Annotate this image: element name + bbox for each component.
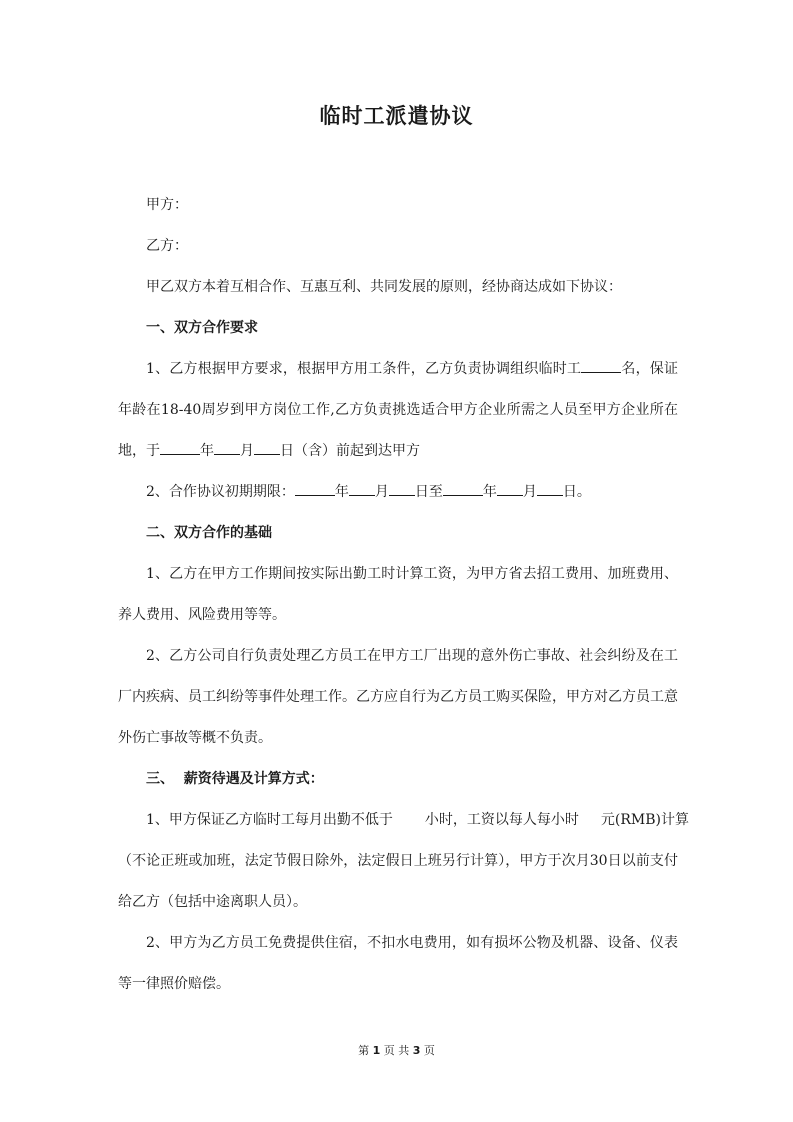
intro-paragraph: 甲乙双方本着互相合作、互惠互利、共同发展的原则，经协商达成如下协议： [146,279,622,295]
blank-start-year [295,481,335,496]
blank-end-month [497,481,523,496]
section1-item2 [118,472,678,513]
section3-item1-line2: （不论正班或加班，法定节假日除外，法定假日上班另行计算），甲方于次月30日以前支付 [118,853,678,869]
footer-page-number: 1 [372,1044,381,1057]
page-footer [0,1042,793,1058]
text-fragment: 地，于 [118,443,160,459]
text-fragment: 元(RMB)计算 [600,812,689,828]
blank-end-day [537,481,563,496]
blank-start-month [349,481,375,496]
text-fragment: 月 [240,443,254,459]
blank-end-year [443,481,483,496]
section3-item1-line1 [118,800,689,841]
section2-item2-line1: 2、乙方公司自行负责处理乙方员工在甲方工厂出现的意外伤亡事故、社会纠纷及在工 [146,648,678,664]
section-heading-2: 二、双方合作的基础 [146,525,272,541]
text-fragment: 年 [482,484,497,500]
text-fragment: 2、合作协议初期期限： [146,484,295,500]
blank-year [160,440,200,455]
footer-suffix: 页 [423,1044,435,1057]
section2-item1-line1: 1、乙方在甲方工作期间按实际出勤工时计算工资，为甲方省去招工费用、加班费用、 [146,566,678,582]
section2-item2-line3: 外伤亡事故等概不负责。 [118,730,272,746]
section1-item1-line3 [118,431,678,472]
text-fragment: 1、甲方保证乙方临时工每月出勤不低于 [146,812,393,828]
document-body [118,185,689,1005]
text-fragment: 日。 [562,484,591,500]
section2-item1-line2: 养人费用、风险费用等等。 [118,607,286,623]
party-a-line: 甲方： [146,197,188,213]
text-fragment: 名，保证 [621,361,679,377]
document-title: 临时工派遣协议 [319,104,474,128]
blank-start-day [389,481,415,496]
party-b-line: 乙方： [146,238,188,254]
text-fragment: 年 [200,443,214,459]
blank-day [254,440,280,455]
section3-item2-line2: 等一律照价赔偿。 [118,976,230,992]
section3-item1-line3: 给乙方（包括中途离职人员）。 [118,894,307,910]
section3-item2-line1: 2、甲方为乙方员工免费提供住宿，不扣水电费用，如有损坏公物及机器、设备、仪表 [146,935,678,951]
text-fragment: 小时，工资以每人每小时 [424,812,579,828]
blank-worker-count [581,358,621,373]
text-fragment: 月 [522,484,537,500]
text-fragment: 年 [334,484,349,500]
footer-total-pages: 3 [412,1044,421,1057]
footer-prefix: 第 [358,1044,370,1057]
section-heading-3: 三、 薪资待遇及计算方式： [146,771,324,787]
section1-item1-line2: 年龄在18-40周岁到甲方岗位工作,乙方负责挑选适合甲方企业所需之人员至甲方企业所在 [118,402,678,418]
text-fragment: 1、乙方根据甲方要求，根据甲方用工条件，乙方负责协调组织临时工 [146,361,582,377]
text-fragment: 日（含）前起到达甲方 [280,443,420,459]
blank-month [214,440,240,455]
section-heading-1: 一、双方合作要求 [146,320,258,336]
section2-item2-line2: 厂内疾病、员工纠纷等事件处理工作。乙方应自行为乙方员工购买保险，甲方对乙方员工意 [118,689,678,705]
text-fragment: 日至 [414,484,443,500]
footer-middle: 页 共 [383,1044,410,1057]
section1-item1-line1 [118,349,678,390]
text-fragment: 月 [374,484,389,500]
